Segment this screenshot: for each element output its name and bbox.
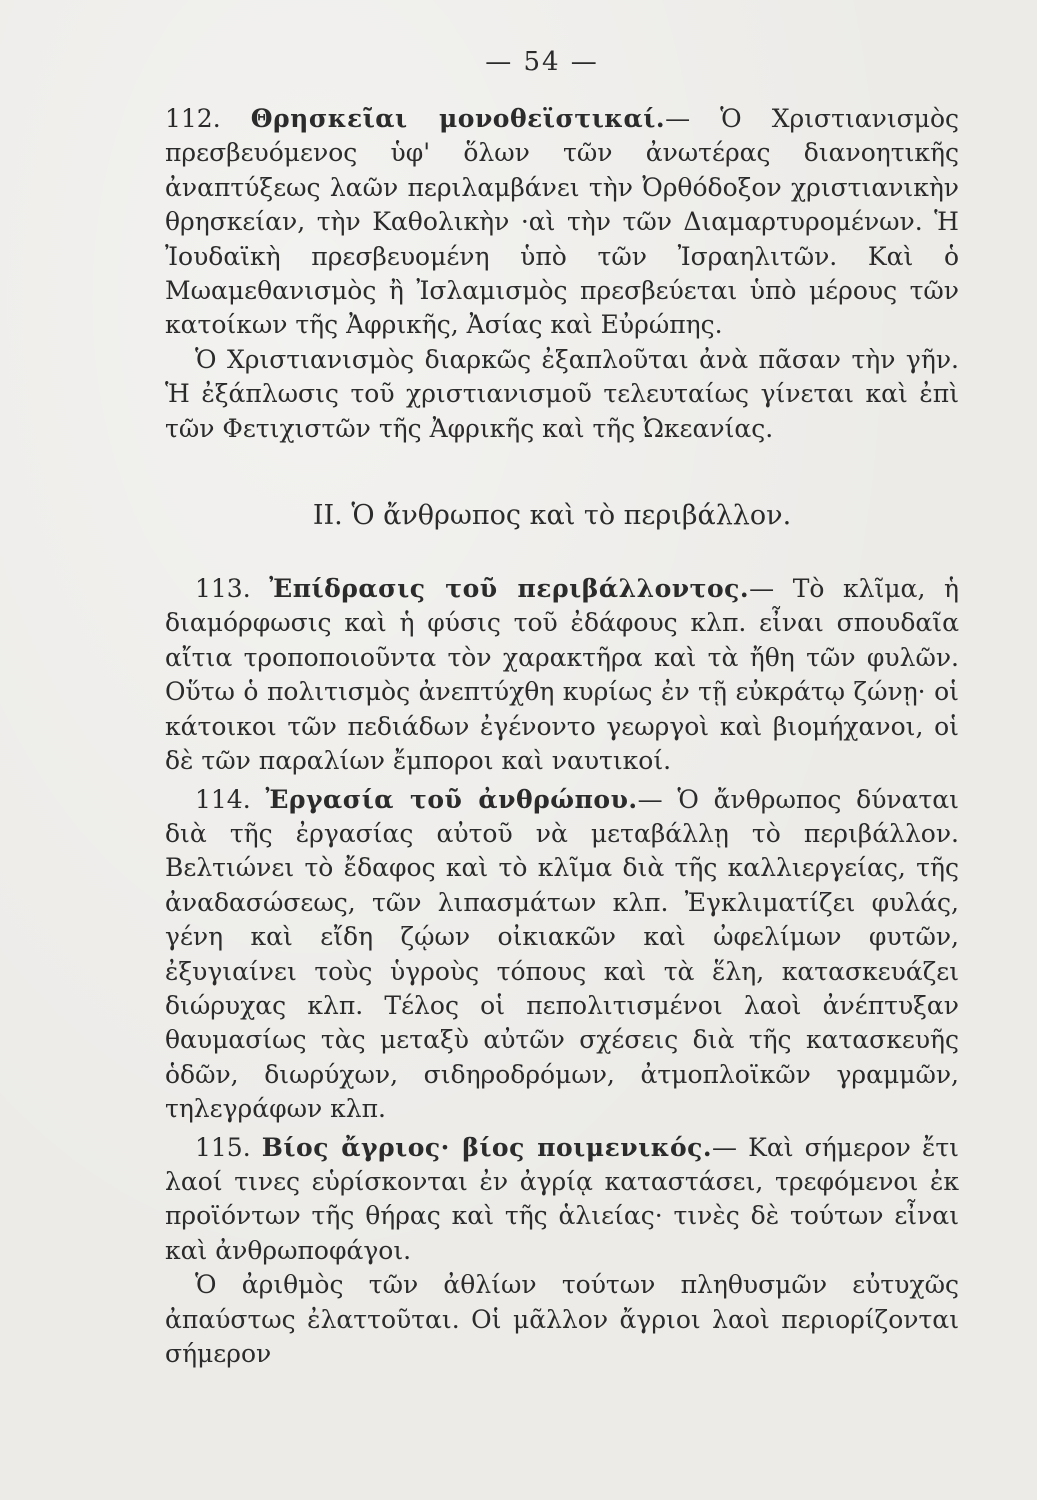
- paragraph-text: Ὁ Χριστιανισμὸς διαρκῶς ἐξαπλοῦται ἀνὰ πᾶσαν τὴν γῆν. Ἡ ἐξάπλωσις τοῦ χριστιανισμοῦ τελευταίως γίνεται καὶ ἐπὶ τῶν Φετιχιστῶν τῆς Ἀφρικῆς καὶ τῆς Ὠκεανίας.: [165, 344, 959, 443]
- paragraph-heading: Βίος ἄγριος· βίος ποιμενικός.: [261, 1132, 713, 1162]
- paragraph-text: — Ὁ ἄνθρωπος δύναται διὰ τῆς ἐργασίας αὐτοῦ νὰ μεταβάλλῃ τὸ περιβάλλον. Βελτιώνει τὸ ἔδαφος καὶ τὸ κλῖμα διὰ τῆς καλλιεργείας, τῆς ἀναδασώσεως, τῶν λιπασμάτων κλπ. Ἐγκλιματίζει φυλάς, γένη καὶ εἴδη ζῴων οἰκιακῶν καὶ ὠφελίμων φυτῶν, ἐξυγιαίνει τοὺς ὑγροὺς τόπους καὶ τὰ ἕλη, κατασκευάζει διώρυχας κλπ. Τέλος οἱ πεπολιτισμένοι λαοὶ ἀνέπτυξαν θαυμασίως τὰς μεταξὺ αὐτῶν σχέσεις διὰ τῆς κατασκευῆς ὁδῶν, διωρύχων, σιδηροδρόμων, ἀτμοπλοϊκῶν γραμμῶν, τηλεγράφων κλπ.: [165, 784, 959, 1124]
- paragraph-number: 114.: [195, 784, 251, 814]
- paragraph-heading: Θρησκεῖαι μονοθεϊστικαί.: [250, 104, 666, 133]
- section-title: ΙΙ. Ὁ ἄνθρωπος καὶ τὸ περιβάλλον.: [312, 500, 792, 532]
- paragraph-112-continued: [165, 343, 959, 446]
- paragraph-113: [165, 572, 959, 778]
- paragraph-115-continued: [165, 1268, 959, 1371]
- paragraph-heading: Ἐργασία τοῦ ἀνθρώπου.: [265, 784, 638, 814]
- paragraph-text: — Καὶ σήμερον ἔτι λαοί τινες εὑρίσκονται ἐν ἀγρίᾳ καταστάσει, τρεφόμενοι ἐκ προϊόντων τῆς θήρας καὶ τῆς ἁλιείας· τινὲς δὲ τούτων εἶναι καὶ ἀνθρωποφάγοι.: [165, 1132, 959, 1265]
- paragraph-112: [165, 102, 959, 343]
- paragraph-115: [165, 1131, 959, 1269]
- paragraph-number: 113.: [195, 574, 251, 604]
- paragraph-text: — Τὸ κλῖμα, ἡ διαμόρφωσις καὶ ἡ φύσις τοῦ ἐδάφους κλπ. εἶναι σπουδαῖα αἴτια τροποποιοῦντα τὸν χαρακτῆρα καὶ τὰ ἤθη τῶν φυλῶν. Οὕτω ὁ πολιτισμὸς ἀνεπτύχθη κυρίως ἐν τῇ εὐκράτῳ ζώνῃ· οἱ κάτοικοι τῶν πεδιάδων ἐγένοντο γεωργοὶ καὶ βιομήχανοι, οἱ δὲ τῶν παραλίων ἔμποροι καὶ ναυτικοί.: [165, 574, 959, 776]
- paragraph-number: 112.: [165, 104, 221, 133]
- paragraph-heading: Ἐπίδρασις τοῦ περιβάλλοντος.: [269, 574, 750, 604]
- paragraph-number: 115.: [195, 1132, 251, 1162]
- paragraph-114: [165, 783, 959, 1127]
- paragraph-text: Ὁ ἀριθμὸς τῶν ἀθλίων τούτων πληθυσμῶν εὐτυχῶς ἀπαύστως ἐλαττοῦται. Οἱ μᾶλλον ἄγριοι λαοὶ περιορίζονται σήμερον: [165, 1270, 959, 1368]
- page-number: — 54 —: [485, 47, 599, 77]
- paragraph-text: — Ὁ Χριστιανισμὸς πρεσβευόμενος ὑφ' ὅλων τῶν ἀνωτέρας διανοητικῆς ἀναπτύξεως λαῶν περιλαμβάνει τὴν Ὀρθόδοξον χριστιανικὴν θρησκείαν, τὴν Καθολικὴν ·αὶ τὴν τῶν Διαμαρτυρομένων. Ἡ Ἰουδαϊκὴ πρεσβευομένη ὑπὸ τῶν Ἰσραηλιτῶν. Καὶ ὁ Μωαμεθανισμὸς ἢ Ἰσλαμισμὸς πρεσβεύεται ὑπὸ μέρους τῶν κατοίκων τῆς Ἀφρικῆς, Ἀσίας καὶ Εὐρώπης.: [165, 104, 959, 340]
